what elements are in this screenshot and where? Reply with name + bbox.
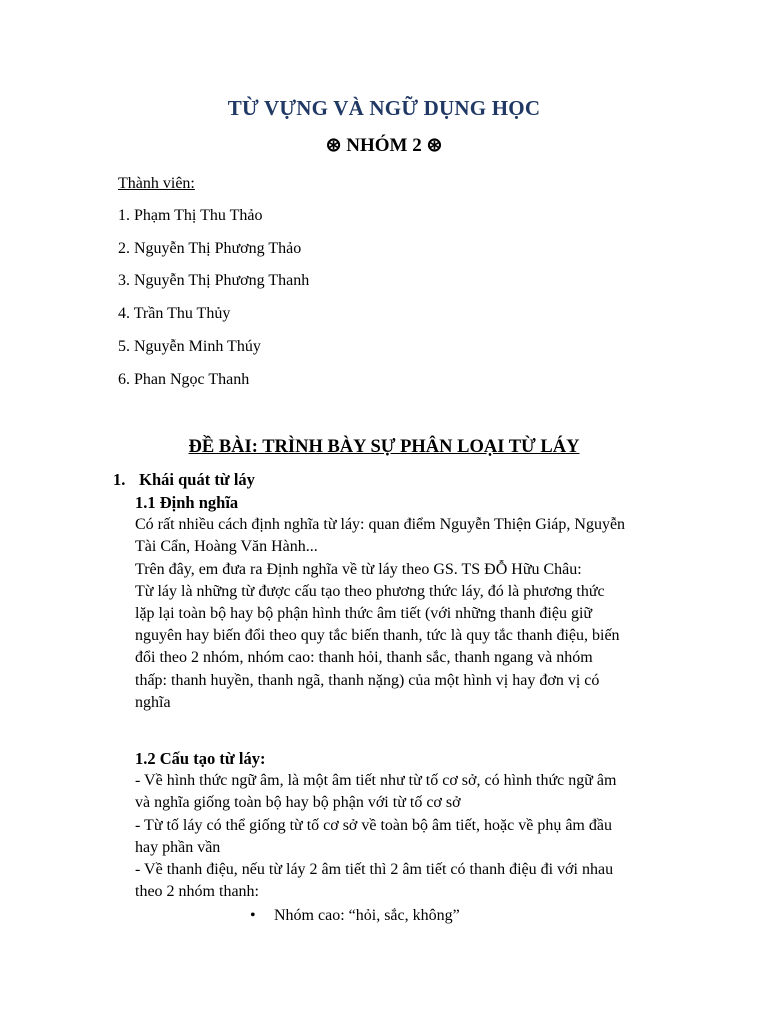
subsection-1-1-heading: 1.1 Định nghĩa bbox=[135, 493, 239, 512]
paragraph-line: đổi theo 2 nhóm, nhóm cao: thanh hỏi, thanh sắc, thanh ngang và nhóm bbox=[135, 649, 593, 667]
flower-symbol-right: ⊛ bbox=[426, 135, 443, 156]
members-label: Thành viên: bbox=[118, 175, 195, 192]
flower-symbol-left: ⊛ bbox=[325, 135, 342, 156]
paragraph-line: và nghĩa giống toàn bộ hay bộ phận với từ tố cơ sở bbox=[135, 794, 461, 812]
paragraph-line: thấp: thanh huyền, thanh ngã, thanh nặng) của một hình vị hay đơn vị có bbox=[135, 671, 600, 689]
paragraph-line: theo 2 nhóm thanh: bbox=[135, 883, 259, 901]
paragraph-line: Có rất nhiều cách định nghĩa từ láy: quan điểm Nguyễn Thiện Giáp, Nguyễn bbox=[135, 516, 626, 534]
section-1-title: Khái quát từ láy bbox=[139, 470, 255, 489]
paragraph-line: nguyên hay biến đổi theo quy tắc biến thanh, tức là quy tắc thanh điệu, biến bbox=[135, 627, 620, 645]
member-item: 6. Phan Ngọc Thanh bbox=[118, 371, 250, 388]
member-item: 1. Phạm Thị Thu Thảo bbox=[118, 207, 263, 224]
bullet-item bbox=[250, 905, 460, 927]
group-heading bbox=[0, 133, 768, 159]
paragraph-line: nghĩa bbox=[135, 693, 171, 711]
document-title: TỪ VỰNG VÀ NGỮ DỤNG HỌC bbox=[227, 96, 541, 120]
bullet-dot: • bbox=[250, 907, 256, 924]
paragraph-line: Trên đây, em đưa ra Định nghĩa về từ láy theo GS. TS ĐỖ Hữu Châu: bbox=[135, 560, 582, 578]
section-1-number: 1. bbox=[113, 470, 126, 489]
subsection-1-2-heading: 1.2 Cấu tạo từ láy: bbox=[135, 749, 266, 768]
paragraph-line: - Về thanh điệu, nếu từ láy 2 âm tiết thì 2 âm tiết có thanh điệu đi với nhau bbox=[135, 861, 614, 879]
member-item: 4. Trần Thu Thủy bbox=[118, 305, 231, 322]
section-1-1 bbox=[135, 492, 695, 714]
group-label: NHÓM 2 bbox=[346, 135, 422, 156]
member-item: 3. Nguyễn Thị Phương Thanh bbox=[118, 272, 310, 289]
paragraph-line: Tài Cẩn, Hoàng Văn Hành... bbox=[135, 538, 318, 556]
paragraph-line: hay phần vần bbox=[135, 838, 221, 856]
paragraph-line: lặp lại toàn bộ hay bộ phận hình thức âm tiết (với những thanh điệu giữ bbox=[135, 605, 593, 623]
assignment-heading: ĐỀ BÀI: TRÌNH BÀY SỰ PHÂN LOẠI TỪ LÁY bbox=[188, 437, 580, 457]
bullet-text: Nhóm cao: “hỏi, sắc, không” bbox=[274, 907, 460, 924]
paragraph-line: Từ láy là những từ được cấu tạo theo phương thức láy, đó là phương thức bbox=[135, 582, 605, 600]
section-1-2 bbox=[135, 748, 695, 903]
paragraph-line: - Từ tố láy có thể giống từ tố cơ sở về toàn bộ âm tiết, hoặc về phụ âm đầu bbox=[135, 816, 612, 834]
paragraph-line: - Về hình thức ngữ âm, là một âm tiết như từ tố cơ sở, có hình thức ngữ âm bbox=[135, 772, 617, 790]
member-item: 5. Nguyễn Minh Thúy bbox=[118, 338, 261, 355]
section-1-heading bbox=[113, 469, 255, 491]
member-item: 2. Nguyễn Thị Phương Thảo bbox=[118, 240, 302, 257]
